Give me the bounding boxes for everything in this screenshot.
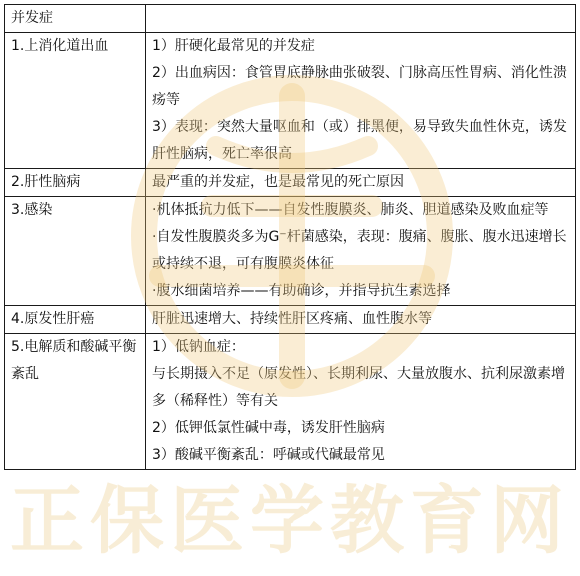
complication-title: 4.原发性肝癌 [5,306,146,334]
description-line: 肝脏迅速增大、持续性肝区疼痛、血性腹水等 [152,311,432,327]
table-row [5,33,576,169]
complication-description [146,334,576,470]
complications-table [4,4,576,470]
complication-description [146,169,576,197]
table-row [5,306,576,334]
description-line: 2）出血病因：食管胃底静脉曲张破裂、门脉高压性胃病、消化性溃疡等 [152,65,567,108]
description-line: ·腹水细菌培养——有助确诊，并指导抗生素选择 [152,283,451,299]
description-line: 最严重的并发症，也是最常见的死亡原因 [152,174,404,190]
description-line: 2）低钾低氯性碱中毒，诱发肝性脑病 [152,420,385,436]
description-line: 与长期摄入不足（原发性）、长期利尿、大量放腹水、抗利尿激素增多（稀释性）等有关 [152,366,565,409]
complication-title: 2.肝性脑病 [5,169,146,197]
complication-title: 1.上消化道出血 [5,33,146,169]
description-line: 1）低钠血症： [152,339,245,355]
description-line: 3）表现：突然大量呕血和（或）排黑便，易导致失血性休克，诱发肝性脑病，死亡率很高 [152,119,567,162]
header-cell-empty [146,5,576,33]
description-line: ·自发性腹膜炎多为G⁻杆菌感染，表现：腹痛、腹胀、腹水迅速增长或持续不退，可有腹膜炎体征 [152,229,567,272]
description-line: 3）酸碱平衡紊乱：呼碱或代碱最常见 [152,447,385,463]
description-line: ·机体抵抗力低下——自发性腹膜炎、肺炎、胆道感染及败血症等 [152,202,549,218]
description-line: 1）肝硬化最常见的并发症 [152,38,315,54]
table-row [5,334,576,470]
table-row [5,169,576,197]
complication-title: 5.电解质和酸碱平衡紊乱 [5,334,146,470]
complication-title: 3.感染 [5,197,146,306]
table-row [5,197,576,306]
complication-description [146,197,576,306]
watermark-text: 正保医学教育网 [10,478,570,564]
complication-description [146,33,576,169]
complication-description [146,306,576,334]
table-header-row [5,5,576,33]
header-cell-complications: 并发症 [5,5,146,33]
